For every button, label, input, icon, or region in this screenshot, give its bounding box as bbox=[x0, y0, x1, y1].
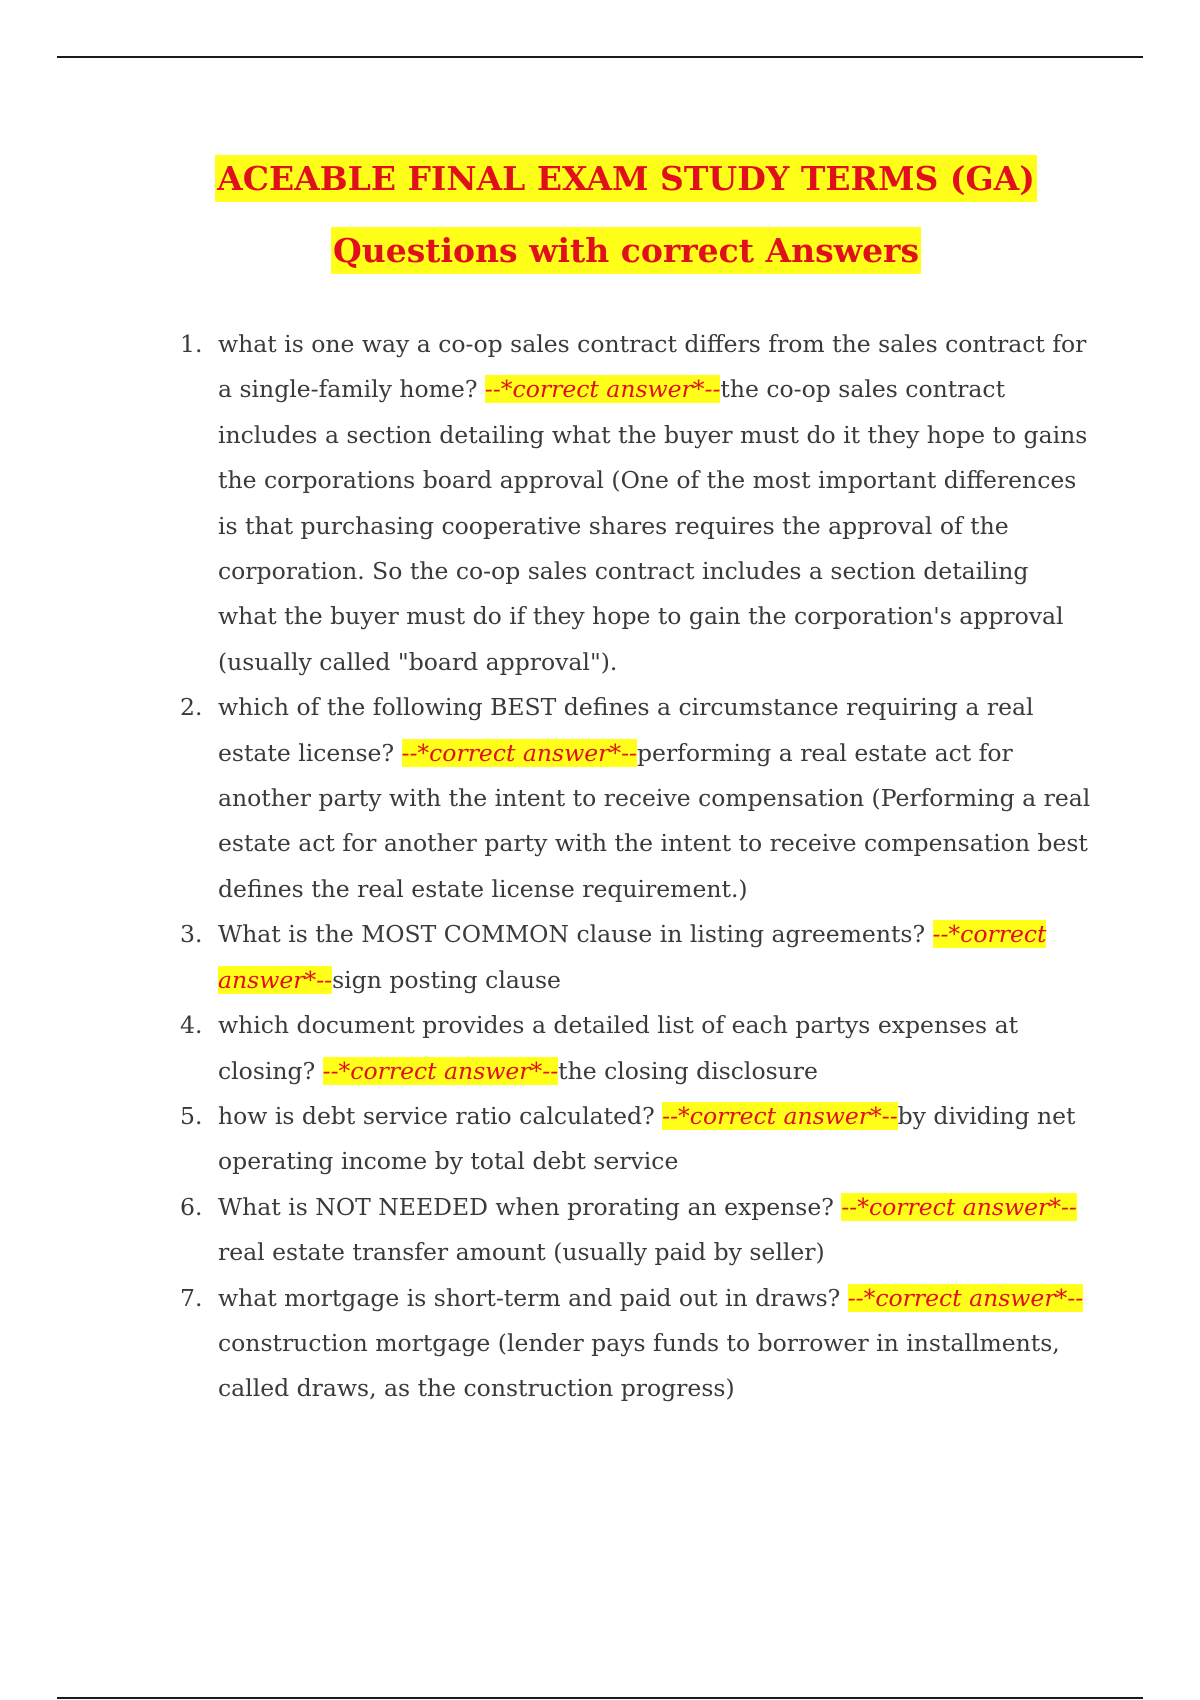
answer-text: the closing disclosure bbox=[558, 1056, 818, 1085]
item-number: 4. bbox=[180, 1011, 203, 1040]
item-number: 2. bbox=[180, 693, 203, 722]
list-item bbox=[0, 1185, 1200, 1276]
question-text: What is the MOST COMMON clause in listing agreements? bbox=[218, 920, 933, 949]
answer-marker: --*correct answer*-- bbox=[484, 375, 721, 404]
question-text: what mortgage is short-term and paid out in draws? bbox=[218, 1283, 848, 1312]
bottom-rule bbox=[57, 1697, 1143, 1699]
answer-text: real estate transfer amount (usually paid by seller) bbox=[218, 1238, 825, 1267]
item-number: 6. bbox=[180, 1192, 203, 1221]
answer-marker: --*correct answer*-- bbox=[841, 1192, 1077, 1221]
list-item bbox=[0, 1094, 1200, 1185]
answer-text: the co-op sales contract includes a section detailing what the buyer must do it they hope to gains the corporations board approval (One of the most important differences is that purchasing cooperative shares requires the approval of the corporation. So the co-op sales contract includes a section detailing what the buyer must do if they hope to gain the corporation's approval (usually called "board approval"). bbox=[218, 375, 1088, 676]
question-list bbox=[0, 322, 1200, 1412]
answer-text: performing a real estate act for another party with the intent to receive compensation (Performing a real estate act for another party with the intent to receive compensation best defines the real estate license requirement.) bbox=[218, 738, 1091, 903]
question-text: which of the following BEST defines a circumstance requiring a real estate license? bbox=[218, 693, 1034, 767]
title-line-1: ACEABLE FINAL EXAM STUDY TERMS (GA) bbox=[52, 143, 1200, 215]
answer-marker: --*correct answer*-- bbox=[847, 1283, 1084, 1312]
answer-marker: --*correct answer*-- bbox=[401, 738, 637, 767]
answer-marker: --*correct answer*-- bbox=[322, 1056, 559, 1085]
item-number: 1. bbox=[180, 330, 203, 358]
question-text: which document provides a detailed list of each partys expenses at closing? bbox=[218, 1011, 1019, 1085]
list-item bbox=[0, 1276, 1200, 1412]
question-text: what is one way a co-op sales contract differs from the sales contract for a single-family home? bbox=[218, 330, 1087, 404]
list-item bbox=[0, 912, 1200, 1003]
item-number: 3. bbox=[180, 920, 203, 949]
list-item bbox=[0, 685, 1200, 912]
question-text: how is debt service ratio calculated? bbox=[218, 1101, 663, 1130]
item-number: 7. bbox=[180, 1283, 203, 1312]
question-text: What is NOT NEEDED when prorating an expense? bbox=[218, 1192, 842, 1221]
answer-text: by dividing net operating income by total debt service bbox=[218, 1101, 1076, 1176]
title-line-2: Questions with correct Answers bbox=[52, 215, 1200, 287]
item-number: 5. bbox=[180, 1101, 203, 1130]
document-title bbox=[0, 143, 1200, 287]
answer-marker: --*correct answer*-- bbox=[662, 1101, 898, 1130]
list-item bbox=[0, 322, 1200, 685]
list-item bbox=[0, 1003, 1200, 1094]
top-rule bbox=[57, 56, 1143, 58]
answer-text: construction mortgage (lender pays funds to borrower in installments, called draws, as the construction progress) bbox=[218, 1328, 1060, 1403]
answer-marker: --*correct answer*-- bbox=[218, 920, 1047, 994]
answer-text: sign posting clause bbox=[332, 965, 561, 994]
